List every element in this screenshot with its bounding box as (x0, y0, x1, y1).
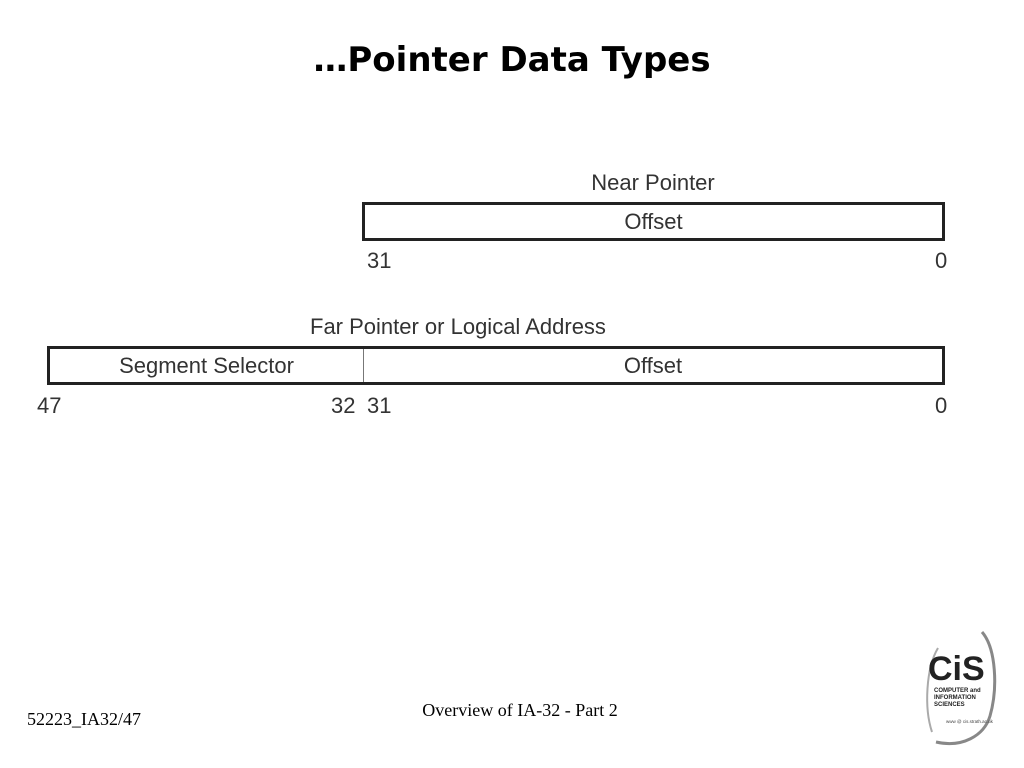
near-bit-high: 31 (367, 248, 392, 273)
far-bit-31: 31 (367, 393, 392, 418)
far-bit-0: 0 (935, 393, 948, 418)
near-pointer-label: Near Pointer (591, 170, 715, 195)
segment-selector-field: Segment Selector (50, 349, 364, 382)
slide-title: …Pointer Data Types (313, 40, 711, 80)
far-pointer-box (47, 346, 945, 385)
slide-number: 52223_IA32/47 (27, 709, 141, 729)
logo-url: www @ cis.strath.ac.uk (946, 719, 993, 724)
far-bit-32: 32 (331, 393, 356, 418)
far-pointer-label: Far Pointer or Logical Address (310, 314, 606, 339)
cis-logo-icon (922, 628, 998, 748)
far-bit-47: 47 (37, 393, 62, 418)
logo-line3: SCIENCES (934, 702, 965, 708)
logo-line2: INFORMATION (934, 695, 976, 701)
far-offset-field: Offset (623, 352, 683, 378)
footer-title: Overview of IA-32 - Part 2 (422, 700, 618, 720)
logo-line1: COMPUTER and (934, 688, 981, 694)
near-offset-field: Offset (624, 208, 683, 234)
near-bit-low: 0 (935, 248, 948, 273)
logo-main-text: CiS (928, 650, 985, 688)
near-pointer-box (362, 202, 945, 241)
